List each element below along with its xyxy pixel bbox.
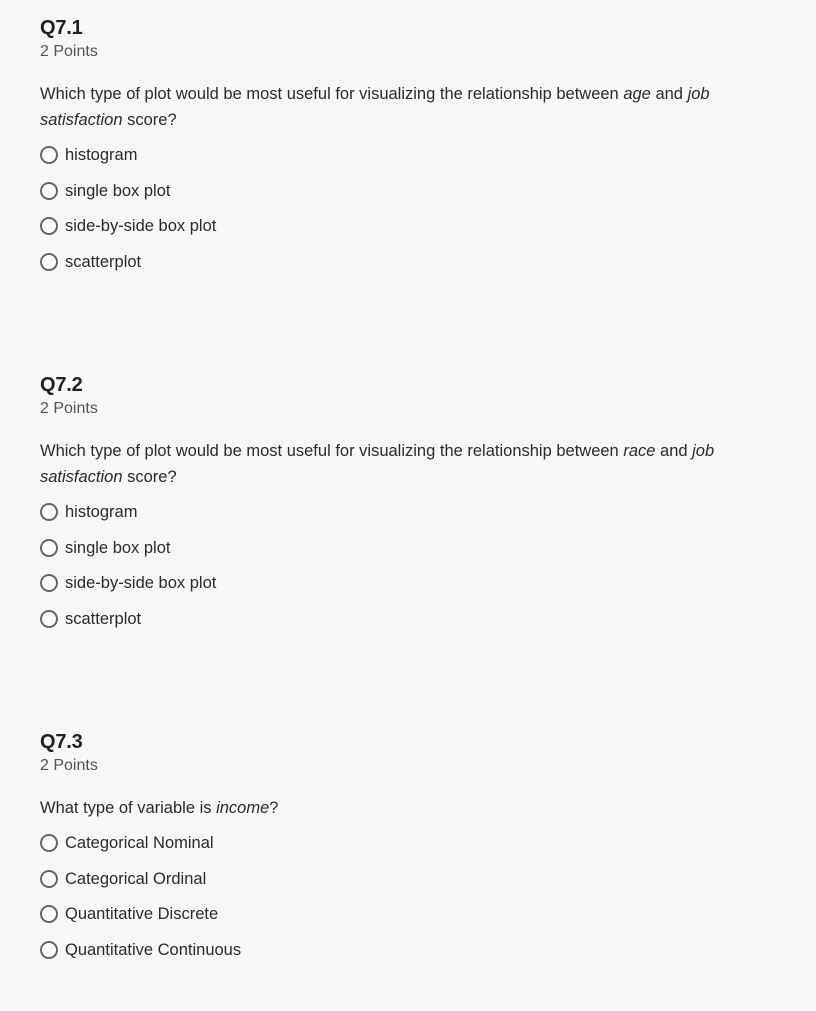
option-label: side-by-side box plot — [65, 574, 217, 593]
question-prompt — [40, 81, 780, 133]
question-prompt — [40, 795, 780, 821]
answer-option[interactable] — [40, 208, 780, 244]
radio-button[interactable] — [40, 941, 58, 959]
answer-options — [40, 494, 780, 637]
radio-button[interactable] — [40, 503, 58, 521]
option-label: scatterplot — [65, 252, 142, 271]
prompt-text: Which type of plot would be most useful for visualizing the relationship between — [40, 85, 624, 103]
option-label: single box plot — [65, 538, 171, 557]
option-label: histogram — [65, 145, 138, 164]
answer-option[interactable] — [40, 825, 780, 861]
answer-option[interactable] — [40, 494, 780, 530]
answer-option[interactable] — [40, 896, 780, 932]
option-label: scatterplot — [65, 609, 142, 628]
radio-button[interactable] — [40, 539, 58, 557]
radio-button[interactable] — [40, 182, 58, 200]
answer-options — [40, 825, 780, 968]
option-label: side-by-side box plot — [65, 217, 217, 236]
radio-button[interactable] — [40, 253, 58, 271]
question-prompt — [40, 438, 780, 490]
question-q7-3 — [40, 731, 780, 968]
question-points: 2 Points — [40, 757, 98, 774]
option-label: Categorical Ordinal — [65, 869, 207, 888]
radio-button[interactable] — [40, 905, 58, 923]
prompt-emphasis-variable: age — [623, 85, 651, 103]
answer-option[interactable] — [40, 137, 780, 173]
answer-option[interactable] — [40, 932, 780, 968]
prompt-text: What type of variable is — [40, 799, 217, 817]
prompt-emphasis-variable: race — [623, 442, 656, 460]
prompt-text: ? — [269, 799, 279, 817]
answer-option[interactable] — [40, 173, 780, 209]
question-q7-1 — [40, 17, 780, 280]
option-label: Quantitative Continuous — [65, 940, 242, 959]
question-title: Q7.2 — [40, 374, 83, 396]
radio-button[interactable] — [40, 870, 58, 888]
prompt-emphasis-variable: income — [216, 799, 270, 817]
question-points: 2 Points — [40, 43, 98, 60]
option-label: single box plot — [65, 181, 171, 200]
radio-button[interactable] — [40, 610, 58, 628]
radio-button[interactable] — [40, 574, 58, 592]
prompt-emphasis-variable: job satisfaction — [40, 442, 715, 486]
radio-button[interactable] — [40, 146, 58, 164]
radio-button[interactable] — [40, 217, 58, 235]
answer-options — [40, 137, 780, 280]
prompt-text: score? — [122, 111, 177, 129]
answer-option[interactable] — [40, 244, 780, 280]
question-points: 2 Points — [40, 400, 98, 417]
prompt-text: Which type of plot would be most useful for visualizing the relationship between — [40, 442, 624, 460]
question-title: Q7.3 — [40, 731, 83, 753]
answer-option[interactable] — [40, 601, 780, 637]
radio-button[interactable] — [40, 834, 58, 852]
question-q7-2 — [40, 374, 780, 637]
answer-option[interactable] — [40, 565, 780, 601]
answer-option[interactable] — [40, 530, 780, 566]
prompt-text: and — [655, 442, 693, 460]
option-label: Quantitative Discrete — [65, 905, 219, 924]
prompt-text: and — [650, 85, 688, 103]
prompt-text: score? — [122, 468, 177, 486]
question-title: Q7.1 — [40, 17, 83, 39]
prompt-emphasis-variable: job satisfaction — [40, 85, 710, 129]
option-label: Categorical Nominal — [65, 833, 214, 852]
option-label: histogram — [65, 502, 138, 521]
answer-option[interactable] — [40, 861, 780, 897]
